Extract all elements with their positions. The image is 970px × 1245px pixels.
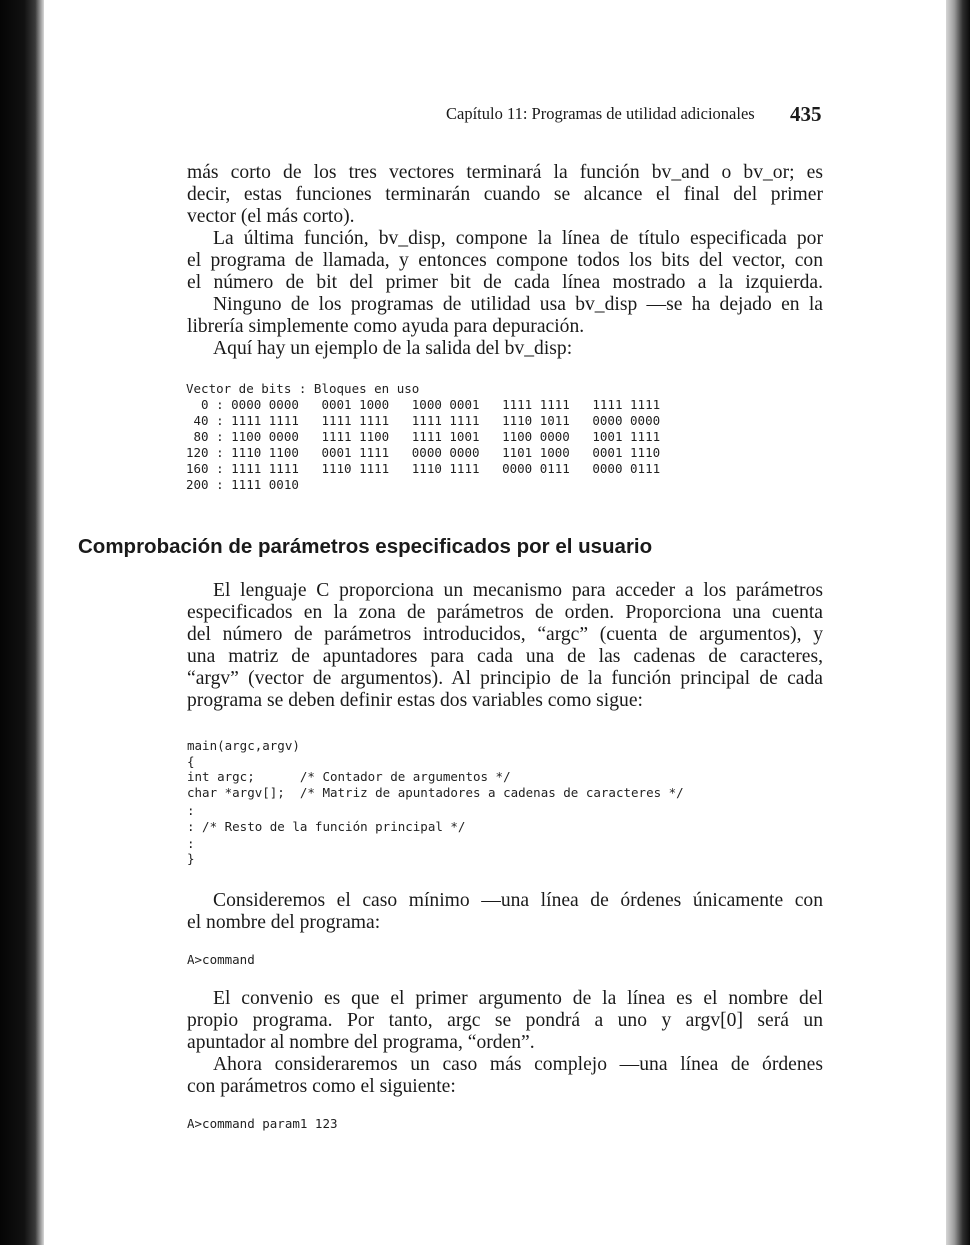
code-line: : bbox=[187, 803, 195, 818]
text-line: Ahora consideraremos un caso más complejo —una línea de órdenes bbox=[213, 1054, 823, 1075]
code-line: : /* Resto de la función principal */ bbox=[187, 819, 466, 834]
text-line: del número de parámetros introducidos, “argc” (cuenta de argumentos), y bbox=[187, 624, 823, 645]
book-binding-shadow bbox=[0, 0, 44, 1245]
text-line: programa se deben definir estas dos variables como sigue: bbox=[187, 690, 643, 711]
text-line: Ninguno de los programas de utilidad usa bv_disp —se ha dejado en la bbox=[213, 294, 823, 315]
bit-table-row: 80 : 1100 0000 1111 1100 1111 1001 1100 0000 1001 1111 bbox=[186, 429, 661, 444]
text-line: El convenio es que el primer argumento de la línea es el nombre del bbox=[213, 988, 823, 1009]
text-line: Aquí hay un ejemplo de la salida del bv_disp: bbox=[213, 338, 573, 359]
page-number: 435 bbox=[790, 102, 822, 126]
text-line: “argv” (vector de argumentos). Al principio de la función principal de cada bbox=[187, 668, 823, 689]
code-line: int argc; /* Contador de argumentos */ bbox=[187, 769, 511, 784]
text-line: propio programa. Por tanto, argc se pondrá a uno y argv[0] será un bbox=[187, 1010, 823, 1031]
text-line: el nombre del programa: bbox=[187, 912, 381, 933]
text-line: decir, estas funciones terminarán cuando se alcance el final del primer bbox=[187, 184, 823, 205]
bit-table-row: 200 : 1111 0010 bbox=[186, 477, 299, 492]
text-line: Consideremos el caso mínimo —una línea de órdenes únicamente con bbox=[213, 890, 823, 911]
page-edge-shadow bbox=[946, 0, 970, 1245]
text-line: La última función, bv_disp, compone la línea de título especificada por bbox=[213, 228, 823, 249]
chapter-title: Capítulo 11: Programas de utilidad adicionales bbox=[446, 104, 755, 123]
code-line: } bbox=[187, 851, 195, 866]
bit-table-row: 160 : 1111 1111 1110 1111 1110 1111 0000 0111 0000 0111 bbox=[186, 461, 661, 476]
bit-table-row: 120 : 1110 1100 0001 1111 0000 0000 1101 1000 0001 1110 bbox=[186, 445, 661, 460]
code-line: { bbox=[187, 754, 195, 769]
code-line: char *argv[]; /* Matriz de apuntadores a cadenas de caracteres */ bbox=[187, 785, 684, 800]
text-line: apuntador al nombre del programa, “orden”. bbox=[187, 1032, 535, 1053]
text-line: el programa de llamada, y entonces compone todos los bits del vector, con bbox=[187, 250, 823, 271]
bit-table-row: 0 : 0000 0000 0001 1000 1000 0001 1111 1111 1111 1111 bbox=[186, 397, 661, 412]
text-line: vector (el más corto). bbox=[187, 206, 355, 227]
bit-table-title: Vector de bits : Bloques en uso bbox=[186, 381, 420, 396]
bit-table-row: 40 : 1111 1111 1111 1111 1111 1111 1110 1011 0000 0000 bbox=[186, 413, 661, 428]
command-example-1: A>command bbox=[187, 952, 255, 967]
text-line: El lenguaje C proporciona un mecanismo para acceder a los parámetros bbox=[213, 580, 823, 601]
code-line: main(argc,argv) bbox=[187, 738, 300, 753]
code-line: : bbox=[187, 836, 195, 851]
text-line: especificados en la zona de parámetros de orden. Proporciona una cuenta bbox=[187, 602, 823, 623]
text-line: una matriz de apuntadores para cada una de las cadenas de caracteres, bbox=[187, 646, 823, 667]
text-line: el número de bit del primer bit de cada línea mostrado a la izquierda. bbox=[187, 272, 823, 293]
running-head bbox=[446, 104, 826, 128]
section-heading: Comprobación de parámetros especificados por el usuario bbox=[78, 535, 653, 558]
text-line: con parámetros como el siguiente: bbox=[187, 1076, 456, 1097]
text-line: librería simplemente como ayuda para depuración. bbox=[187, 316, 585, 337]
command-example-2: A>command param1 123 bbox=[187, 1116, 338, 1131]
text-line: más corto de los tres vectores terminará la función bv_and o bv_or; es bbox=[187, 162, 823, 183]
